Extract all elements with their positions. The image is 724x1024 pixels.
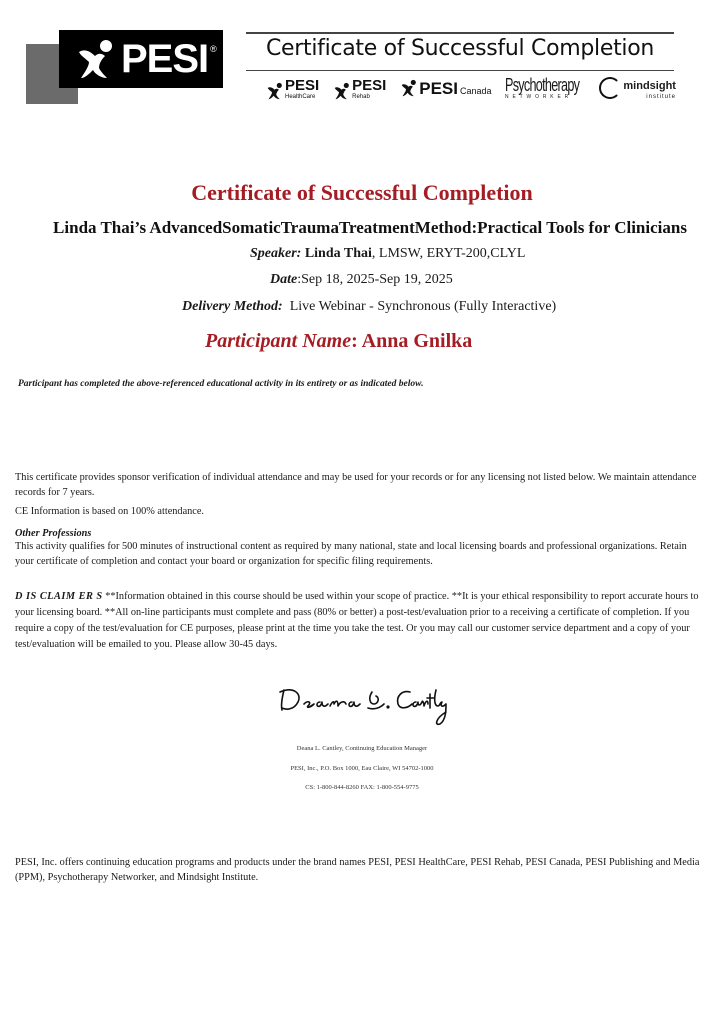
completion-note: Participant has completed the above-referenced educational activity in its entirety or as indicated below. [18, 379, 424, 389]
brand-name: Psychotherapy [505, 75, 580, 95]
date-value: :Sep 18, 2025-Sep 19, 2025 [297, 272, 453, 287]
brand-mindsight-institute [599, 76, 676, 100]
logo-registered-mark: ® [210, 44, 217, 54]
speaker-name: Linda Thai [304, 246, 372, 261]
other-professions-heading: Other Professions [15, 528, 92, 539]
logo-text: PESI [121, 37, 209, 81]
participant-name: Anna Gnilka [361, 330, 473, 352]
delivery-line [182, 299, 556, 315]
brand-sub: Rehab [352, 93, 370, 100]
header-rule-top [246, 32, 674, 34]
speaker-label: Speaker: [250, 246, 302, 261]
verification-paragraph: This certificate provides sponsor verification of individual attendance and may be used for your records or for any licensing not listed below. We maintain attendance records for 7 years. [15, 472, 697, 498]
brand-name: PESI [285, 76, 320, 94]
brand-pesi-canada [400, 79, 491, 97]
signer-name: Deana L. Cantley, Continuing Education Manager [296, 745, 428, 752]
pesi-figure-icon [266, 82, 284, 100]
participant-line [205, 330, 472, 353]
signature-image [276, 680, 451, 730]
other-professions-paragraph: This activity qualifies for 500 minutes of instructional content as required by many national, state and local licensing boards and professional organizations. Retain your certificate of completion and contact your board or organization for specific filing requirements. [15, 541, 687, 567]
delivery-label: Delivery Method: [182, 299, 283, 314]
mindsight-circle-icon [599, 77, 621, 99]
signer-address: PESI, Inc., P.O. Box 1000, Eau Claire, WI 54702-1000 [290, 765, 434, 772]
header-title: Certificate of Successful Completion [265, 36, 655, 61]
brand-pesi-rehab [333, 77, 386, 100]
brand-sub: NETWORKER [505, 94, 573, 100]
participant-label: Participant Name [205, 330, 352, 352]
certificate-title: Certificate of Successful Completion [191, 180, 533, 205]
brand-sub: Canada [460, 86, 492, 96]
pesi-figure-icon [75, 38, 117, 80]
pesi-figure-icon [400, 79, 418, 97]
brand-psychotherapy-networker [505, 75, 580, 100]
signer-phone: CS: 1-800-844-8260 FAX: 1-800-554-9775 [305, 784, 419, 791]
brand-sub: institute [646, 94, 676, 100]
footer-paragraph: PESI, Inc. offers continuing education programs and products under the brand names PESI, PESI HealthCare, PESI Rehab, PESI Canada, PESI Publishing and Media (PPM), Psychotherapy Networker, and Mindsight Institute. [15, 857, 700, 883]
disclaimer-label: D IS CLAIM ER S [15, 591, 103, 602]
date-label: Date [270, 272, 298, 287]
disclaimer-text: **Information obtained in this course should be used within your scope of practice. **It is your ethical responsibility to report accurate hours to your licensing board. **All on-line participants must complete and pass (80% or better) a post-test/evaluation prior to a receiving a certificate of completion. If you require a copy of the test/evaluation for CE purposes, please print at the time you take the test. Or you may call our customer service department and a copy of your test/evaluation will be emailed to you. Please allow 30-45 days. [15, 591, 699, 650]
brand-sub: HealthCare [285, 93, 316, 100]
brand-name: mindsight [623, 80, 676, 92]
speaker-line [250, 246, 525, 262]
brand-pesi-healthcare [266, 77, 319, 100]
speaker-credentials: , LMSW, ERYT-200,CLYL [371, 246, 526, 261]
delivery-value: Live Webinar - Synchronous (Fully Interactive) [289, 299, 557, 314]
course-title: Linda Thai’s AdvancedSomaticTraumaTreatmentMethod:Practical Tools for Clinicians [53, 218, 687, 237]
brand-name: PESI [419, 79, 458, 98]
participant-separator: : [351, 330, 362, 352]
ce-info-paragraph: CE Information is based on 100% attendance. [15, 506, 205, 517]
disclaimer-paragraph [15, 589, 705, 653]
brand-name: PESI [352, 76, 387, 94]
date-line [270, 272, 453, 288]
pesi-figure-icon [333, 82, 351, 100]
pesi-logo [59, 30, 223, 88]
brand-logos [266, 74, 676, 102]
header-rule-bottom [246, 70, 674, 71]
